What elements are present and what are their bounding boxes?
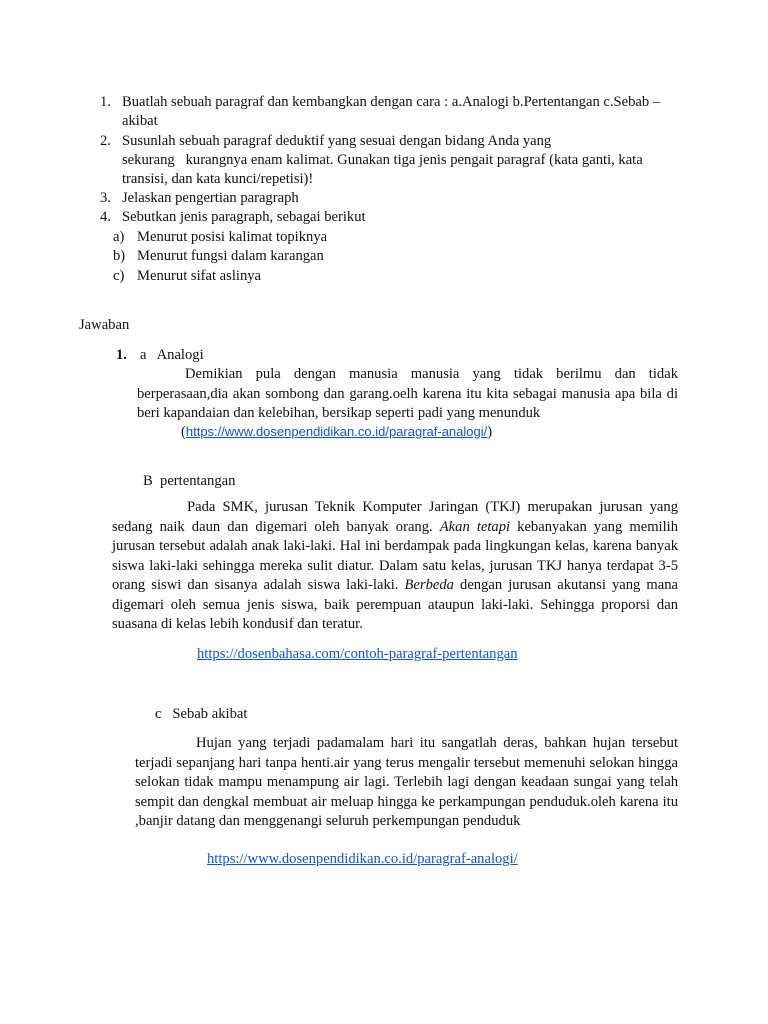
subitem-label: a) bbox=[113, 229, 125, 245]
subitem-text: Menurut sifat aslinya bbox=[137, 268, 262, 284]
answer-a-source-link[interactable]: https://www.dosenpendidikan.co.id/paragraf-analogi/ bbox=[185, 424, 488, 439]
question-text: Susunlah sebuah paragraf deduktif yang sesuai dengan bidang Anda yang bbox=[122, 133, 552, 149]
question-number: 3. bbox=[100, 190, 111, 206]
question-text: Jelaskan pengertian paragraph bbox=[122, 190, 299, 206]
answer-c-source-link[interactable]: https://www.dosenpendidikan.co.id/paragraf-analogi/ bbox=[207, 851, 518, 867]
answer-b-paragraph bbox=[112, 498, 678, 635]
question-text: transisi, dan kata kunci/repetisi)! bbox=[122, 171, 314, 187]
subitem-text: Menurut fungsi dalam karangan bbox=[137, 248, 324, 264]
question-text: Buatlah sebuah paragraf dan kembangkan dengan cara : a.Analogi b.Pertentangan c.Sebab – bbox=[122, 94, 661, 110]
subitem-label: b) bbox=[113, 248, 126, 264]
answer-b-text-2: kebanyakan yang memilih jurusan tersebut adalah anak laki-laki. Hal ini berdampak pada lingkungan kelas, karena banyak siswa laki-laki sehingga mereka sulit diatur. Dalam satu kelas, jurusan TKJ hanya terdapat 3-5 orang siswi dan sisanya adalah siswa laki-laki. bbox=[112, 518, 679, 593]
question-number: 2. bbox=[100, 133, 111, 149]
answer-b-source-link[interactable]: https://dosenbahasa.com/contoh-paragraf-pertentangan bbox=[197, 646, 518, 662]
answers-heading: Jawaban bbox=[79, 317, 130, 333]
question-text: Sebutkan jenis paragraph, sebagai berikut bbox=[122, 209, 366, 225]
answer-b-text-3: dengan jurusan akutansi yang mana digemari oleh semua jenis siswa, baik perempuan ataupun laki-laki. Sehingga proporsi dan suasana di kelas lebih kondusif dan teratur. bbox=[112, 577, 679, 632]
answer-b-label: B pertentangan bbox=[143, 473, 236, 489]
answer-b-italic-1: Akan tetapi bbox=[439, 518, 511, 535]
answer-b-text-1: Pada SMK, jurusan Teknik Komputer Jaringan (TKJ) merupakan jurusan yang sedang naik daun dan digemari oleh banyak orang. bbox=[112, 499, 678, 535]
open-paren: ( bbox=[181, 424, 186, 440]
answer-a-label: a Analogi bbox=[140, 347, 204, 363]
subitem-label: c) bbox=[113, 268, 125, 284]
answer-c-label: c Sebab akibat bbox=[155, 706, 248, 722]
answer-a-citation bbox=[181, 422, 492, 442]
question-text: akibat bbox=[122, 113, 158, 129]
question-number: 1. bbox=[100, 94, 111, 110]
question-text: sekurang kurangnya enam kalimat. Gunakan tiga jenis pengait paragraf (kata ganti, kata bbox=[122, 152, 643, 168]
answer-a-paragraph: Demikian pula dengan manusia manusia yang tidak berilmu dan tidak berperasaan,dia akan sombong dan garang.oelh karena itu kita sebagai manusia apa bila di beri kapandaian dan kelebihan, bersikap seperti padi yang menunduk bbox=[137, 366, 678, 421]
answer-number: 1. bbox=[116, 347, 127, 363]
question-number: 4. bbox=[100, 209, 111, 225]
subitem-text: Menurut posisi kalimat topiknya bbox=[137, 229, 328, 245]
answer-b-italic-2: Berbeda bbox=[404, 577, 454, 593]
close-paren: ) bbox=[487, 424, 493, 440]
answer-c-paragraph: Hujan yang terjadi padamalam hari itu sangatlah deras, bahkan hujan tersebut terjadi sepanjang hari tanpa henti.air yang terus mengalir tersebut memenuhi selokan hingga selokan tidak mampu menampung air lagi. Terlebih lagi dengan keadaan sungai yang telah sempit dan dengkal membuat air meluap hingga ke perkampungan penduduk.oleh karena itu ,banjir datang dan menggenangi seluruh perkempungan penduduk bbox=[135, 735, 678, 829]
